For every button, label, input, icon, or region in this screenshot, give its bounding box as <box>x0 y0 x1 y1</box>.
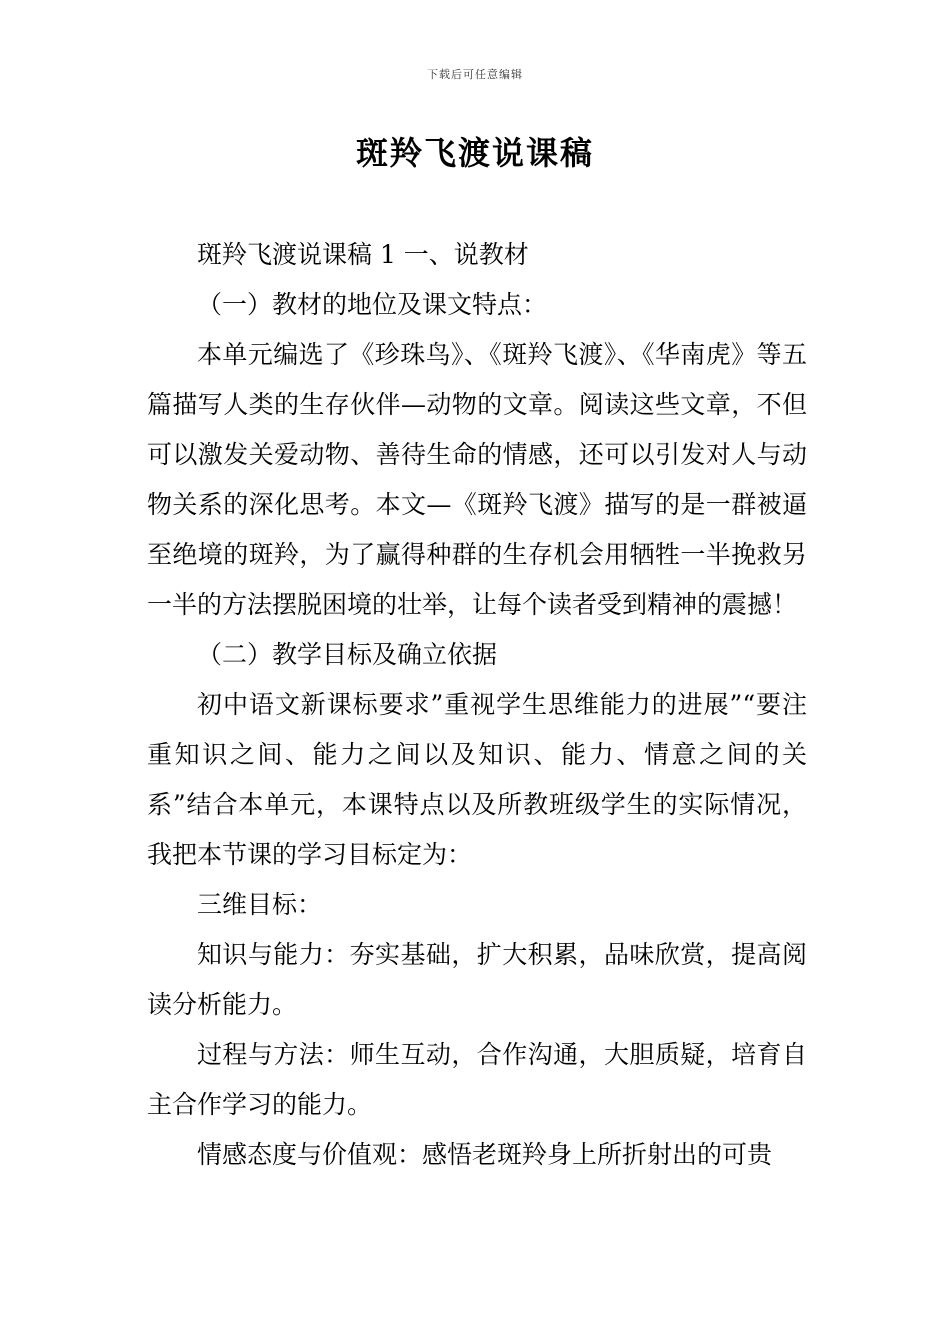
paragraph-goal-knowledge: 知识与能力：夯实基础，扩大积累，品味欣赏，提高阅读分析能力。 <box>147 940 807 1019</box>
header-note: 下载后可任意编辑 <box>427 68 523 81</box>
paragraph-subheading-1: （一）教材的地位及课文特点： <box>197 290 548 319</box>
paragraph-heading-1: 斑羚飞渡说课稿 1 一、说教材 <box>197 240 529 269</box>
paragraph-subheading-2: （二）教学目标及确立依据 <box>197 640 498 669</box>
paragraph-goals-heading: 三维目标： <box>197 890 323 919</box>
paragraph-text-1: 本单元编选了《珍珠鸟》、《斑羚飞渡》、《华南虎》等五篇描写人类的生存伙伴—动物的文章。阅读这些文章，不但可以激发关爱动物、善待生命的情感，还可以引发对人与动物关系的深化思考。本文—《斑羚飞渡》描写的是一群被逼至绝境的斑羚，为了赢得种群的生存机会用牺牲一半挽救另一半的方法摆脱困境的壮举，让每个读者受到精神的震撼！ <box>147 340 807 619</box>
document-body <box>147 230 807 1180</box>
paragraph-goal-process: 过程与方法：师生互动，合作沟通，大胆质疑，培育自主合作学习的能力。 <box>147 1040 807 1119</box>
document-title: 斑羚飞渡说课稿 <box>355 134 594 172</box>
paragraph-text-2: 初中语文新课标要求”重视学生思维能力的进展”“要注重知识之间、能力之间以及知识、能力、情意之间的关系”结合本单元，本课特点以及所教班级学生的实际情况，我把本节课的学习目标定为： <box>147 690 807 869</box>
paragraph-goal-emotion: 情感态度与价值观：感悟老斑羚身上所折射出的可贵 <box>197 1140 773 1169</box>
